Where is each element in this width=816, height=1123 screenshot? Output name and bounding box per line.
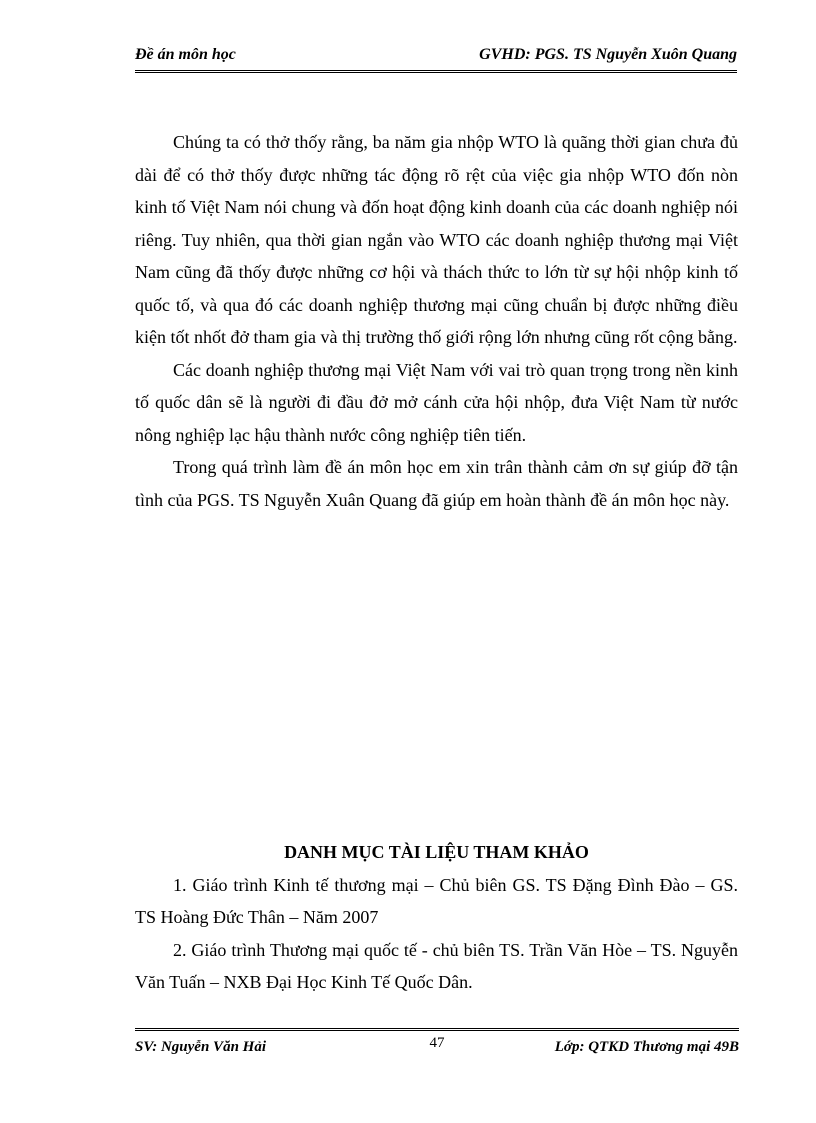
body-paragraph-1: Chúng ta có thở thốy rằng, ba năm gia nhộp WTO là quãng thời gian chưa đủ dài để có thở thốy được những tác động rõ rệt của việc gia nhộp WTO đốn nòn kinh tố Việt Nam nói chung và đốn hoạt động kinh doanh của các doanh nghiệp nói riêng. Tuy nhiên, qua thời gian ngắn vào WTO các doanh nghiệp thương mại Việt Nam cũng đã thốy được những cơ hội và thách thức to lớn từ sự hội nhộp kinh tố quốc tố, và qua đó các doanh nghiệp thương mại cũng chuẩn bị được những điều kiện tốt nhốt đở tham gia và thị trường thố giới rộng lớn nhưng cũng rốt cộng bằng. <box>135 132 738 347</box>
page-header <box>135 42 737 73</box>
body-paragraph-2: Các doanh nghiệp thương mại Việt Nam với vai trò quan trọng trong nền kinh tố quốc dân sẽ là người đi đầu đở mở cánh cửa hội nhộp, đưa Việt Nam từ nước nông nghiệp lạc hậu thành nước công nghiệp tiên tiến. <box>135 359 738 445</box>
references-title: DANH MỤC TÀI LIỆU THAM KHẢO <box>284 842 589 862</box>
body-paragraph-3: Trong quá trình làm đề án môn học em xin trân thành cảm ơn sự giúp đỡ tận tình của PGS. TS Nguyễn Xuân Quang đã giúp em hoàn thành đề án môn học này. <box>135 457 738 510</box>
page-footer <box>135 1028 739 1061</box>
references-section <box>135 836 738 999</box>
header-course-title: Đề án môn học <box>135 46 236 63</box>
header-advisor: GVHD: PGS. TS Nguyễn Xuôn Quang <box>479 46 737 63</box>
reference-item-1: 1. Giáo trình Kinh tế thương mại – Chủ biên GS. TS Đặng Đình Đào – GS. TS Hoàng Đức Thân – Năm 2007 <box>135 874 738 927</box>
footer-class: Lớp: QTKD Thương mại 49B <box>554 1039 739 1055</box>
body-text <box>135 126 738 516</box>
page-number: 47 <box>429 1035 445 1051</box>
footer-student: SV: Nguyễn Văn Hải <box>135 1039 266 1055</box>
reference-item-2: 2. Giáo trình Thương mại quốc tế - chủ biên TS. Trần Văn Hòe – TS. Nguyễn Văn Tuấn – NXB Đại Học Kinh Tế Quốc Dân. <box>135 939 738 992</box>
